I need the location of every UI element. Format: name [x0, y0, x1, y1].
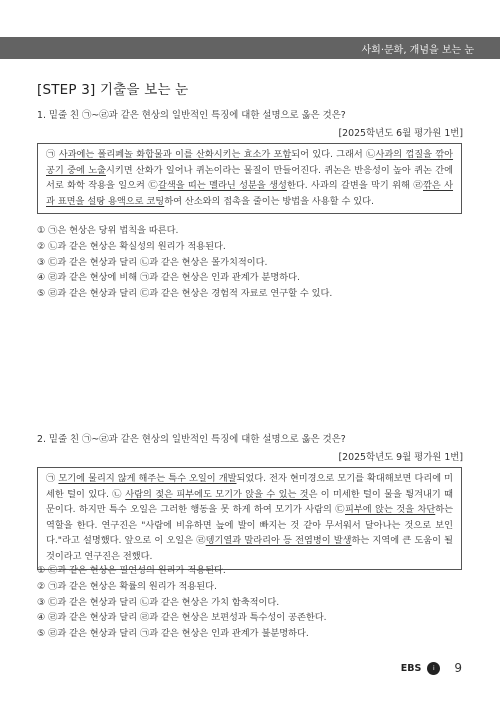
underline-c: 피부에 앉는 것을 차단 [345, 504, 436, 516]
choice-3[interactable]: ③ ㉢과 같은 현상과 달리 ㉡과 같은 현상은 가치 함축적이다. [37, 596, 280, 608]
passage-text-c: 하는 역할을 한다. 연구진은 "사람에 비유하면 늪에 발이 빠지는 것 같아 무서워서 달아나는 것으로 보인다."라고 설명했다. 앞으로 이 오일은 ㉣ [46, 504, 453, 547]
question-2-choices [37, 563, 327, 642]
choice-2[interactable]: ② ㉡과 같은 현상은 확실성의 원리가 적용된다. [37, 240, 226, 252]
choice-3[interactable]: ③ ㉢과 같은 현상과 달리 ㉡과 같은 현상은 몰가치적이다. [37, 256, 268, 268]
choice-5[interactable]: ⑤ ㉣과 같은 현상과 달리 ㉠과 같은 현상은 인과 관계가 불분명하다. [37, 628, 309, 640]
ebs-circle-icon: i [427, 662, 440, 675]
passage-mark-a: ㉠ [46, 473, 59, 484]
passage-text-c: 한다. 사과의 갈변을 막기 위해 ㉣ [286, 180, 423, 192]
underline-b: 사람의 젖은 피부에도 모기가 앉을 수 있는 것 [125, 488, 309, 500]
choice-5[interactable]: ⑤ ㉣과 같은 현상과 달리 ㉢과 같은 현상은 경험적 자료로 연구할 수 있다. [37, 288, 333, 300]
passage-text-d: 하는 지역에 큰 도움이 될 것이라고 연구진은 전했다. [46, 535, 454, 562]
underline-d: 뎅기열과 말라리아 등 전염병이 발생 [205, 535, 352, 547]
underline-d: 깎은 사과 표면을 설탕 용액으로 코팅 [46, 180, 454, 207]
passage-text-a: 되어 있다. 그래서 ㉡ [291, 149, 376, 160]
passage-text-d: 하여 산소와의 접촉을 줄이는 방법을 사용할 수 있다. [164, 195, 374, 207]
passage-text-b: 은 이 미세한 털이 물을 튕겨내기 때문이다. 하지만 특수 오일은 그러한 행동을 못 하게 하여 모기가 사람의 ㉢ [46, 488, 453, 516]
underline-a: 모기에 물리지 않게 해주는 특수 오일이 개발 [58, 473, 237, 484]
passage-text-b: 시키면 산화가 일어나 퀴논이라는 물질이 만들어진다. 퀴논은 반응성이 높아 퀴논 간에 서로 화학 작용을 일으켜 ㉢ [46, 164, 453, 192]
choice-1[interactable]: ① ㉠은 현상은 당위 법칙을 따른다. [37, 225, 179, 236]
question-1-passage [37, 143, 462, 214]
question-1-text: 1. 밑줄 친 ㉠~㉣과 같은 현상의 일반적인 특징에 대한 설명으로 옳은 것은? [37, 110, 346, 121]
passage-text-a: 되었다. 전자 현미경으로 모기를 확대해보면 다리에 미세한 털이 있다. ㉡ [46, 473, 453, 500]
underline-a: 사과에는 폴리페놀 화합물과 이를 산화시키는 효소가 포함 [58, 149, 292, 160]
choice-4[interactable]: ④ ㉣과 같은 현상과 달리 ㉣과 같은 현상은 보편성과 특수성이 공존한다. [37, 612, 327, 624]
passage-mark-a: ㉠ [46, 149, 59, 160]
question-1-choices [37, 223, 332, 302]
choice-2[interactable]: ② ㉠과 같은 현상은 확률의 원리가 적용된다. [37, 580, 217, 592]
question-2-passage [37, 467, 462, 570]
question-2 [37, 433, 463, 640]
section-title: [STEP 3] 기출을 보는 눈 [37, 82, 189, 98]
question-1-source: [2025학년도 6월 평가원 1번] [338, 128, 463, 139]
choice-1[interactable]: ① ㉢과 같은 현상은 필연성의 원리가 적용된다. [37, 565, 226, 576]
page-number: 9 [454, 661, 462, 675]
choice-4[interactable]: ④ ㉣과 같은 현상에 비해 ㉠과 같은 현상은 인과 관계가 분명하다. [37, 272, 300, 284]
page-footer [401, 661, 462, 675]
question-2-source: [2025학년도 9월 평가원 1번] [338, 452, 463, 463]
question-1 [37, 109, 463, 300]
question-2-text: 2. 밑줄 친 ㉠~㉣과 같은 현상의 일반적인 특징에 대한 설명으로 옳은 것은? [37, 434, 346, 445]
header-title: 사회·문화, 개념을 보는 눈 [361, 45, 474, 56]
underline-b: 사과의 껍질을 깎아 공기 중에 노출 [46, 149, 454, 176]
ebs-logo: EBS [400, 662, 422, 674]
underline-c: 갈색을 띠는 멜라닌 성분을 생성 [157, 180, 287, 192]
